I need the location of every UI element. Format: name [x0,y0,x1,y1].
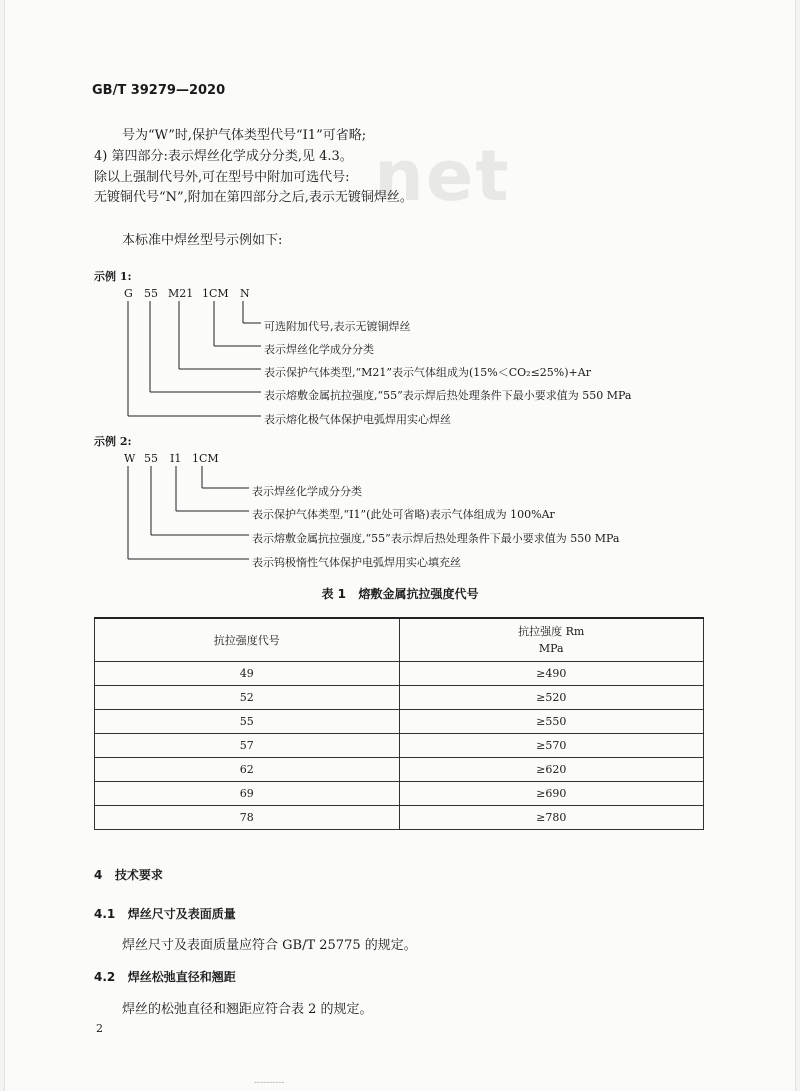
section42-title: 4.2 焊丝松弛直径和翘距 [94,970,236,984]
page-number: 2 [96,1022,103,1035]
table-cell: 52 [95,686,400,710]
example2-desc: 表示钨极惰性气体保护电弧焊用实心填充丝 [252,556,461,569]
table1-header-strength-label: 抗拉强度 Rm [518,625,585,638]
example2-desc: 表示焊丝化学成分分类 [252,485,362,498]
table-cell: ≥620 [399,758,704,782]
table1-header-strength-unit: MPa [538,642,564,655]
intro-line: 无镀铜代号“N”,附加在第四部分之后,表示无镀铜焊丝。 [94,190,413,205]
watermark-text: net [374,135,511,217]
example1-code: N [240,287,250,300]
standard-number: GB/T 39279—2020 [92,83,226,98]
example2-code: 1CM [192,452,219,465]
table-row [95,662,704,686]
table-cell: 69 [95,782,400,806]
example1-code: 1CM [202,287,229,300]
table1-caption: 表 1 熔敷金属抗拉强度代号 [321,587,479,601]
example1-code: M21 [168,287,194,300]
example1-desc: 表示熔敷金属抗拉强度,“55”表示焊后热处理条件下最小要求值为 550 MPa [264,389,632,402]
example2-desc: 表示保护气体类型,“I1”(此处可省略)表示气体组成为 100%Ar [252,508,555,521]
table-cell: ≥780 [399,806,704,830]
footer-fragment: ---------- [254,1078,285,1088]
table-row [95,734,704,758]
example1-code: 55 [144,287,158,300]
table-cell: ≥550 [399,710,704,734]
example1-desc: 表示焊丝化学成分分类 [264,343,374,356]
table-cell: 55 [95,710,400,734]
table-cell: ≥570 [399,734,704,758]
table1-header-code: 抗拉强度代号 [95,618,400,662]
table1-header-strength [399,618,704,662]
intro-line: 4) 第四部分:表示焊丝化学成分分类,见 4.3。 [94,149,353,164]
table-row [95,758,704,782]
table-row [95,710,704,734]
example2-code: 55 [144,452,158,465]
intro-line: 号为“W”时,保护气体类型代号“I1”可省略; [122,128,367,143]
table-row [95,686,704,710]
section42-text: 焊丝的松弛直径和翘距应符合表 2 的规定。 [122,1002,373,1017]
intro-line: 本标准中焊丝型号示例如下: [122,233,283,248]
example2-code: I1 [170,452,182,465]
table-cell: 49 [95,662,400,686]
example1-desc: 可选附加代号,表示无镀铜焊丝 [264,320,411,333]
example1-code: G [124,287,133,300]
code-breakdown-diagram [4,0,796,600]
example1-desc: 表示保护气体类型,“M21”表示气体组成为(15%＜CO₂≤25%)+Ar [264,366,591,379]
example2-code: W [124,452,136,465]
example2-label: 示例 2: [94,435,132,448]
table-cell: 78 [95,806,400,830]
table-cell: ≥490 [399,662,704,686]
section41-title: 4.1 焊丝尺寸及表面质量 [94,907,236,921]
intro-line: 除以上强制代号外,可在型号中附加可选代号: [94,170,350,185]
example1-label: 示例 1: [94,270,132,283]
table-row [95,806,704,830]
example2-desc: 表示熔敷金属抗拉强度,“55”表示焊后热处理条件下最小要求值为 550 MPa [252,532,620,545]
example1-desc: 表示熔化极气体保护电弧焊用实心焊丝 [264,413,451,426]
section4-title: 4 技术要求 [94,868,163,882]
table-cell: ≥520 [399,686,704,710]
table-cell: 62 [95,758,400,782]
table-cell: 57 [95,734,400,758]
table-row [95,782,704,806]
document-page [4,0,796,1091]
table-cell: ≥690 [399,782,704,806]
table1 [94,617,704,830]
section41-text: 焊丝尺寸及表面质量应符合 GB/T 25775 的规定。 [122,938,417,953]
